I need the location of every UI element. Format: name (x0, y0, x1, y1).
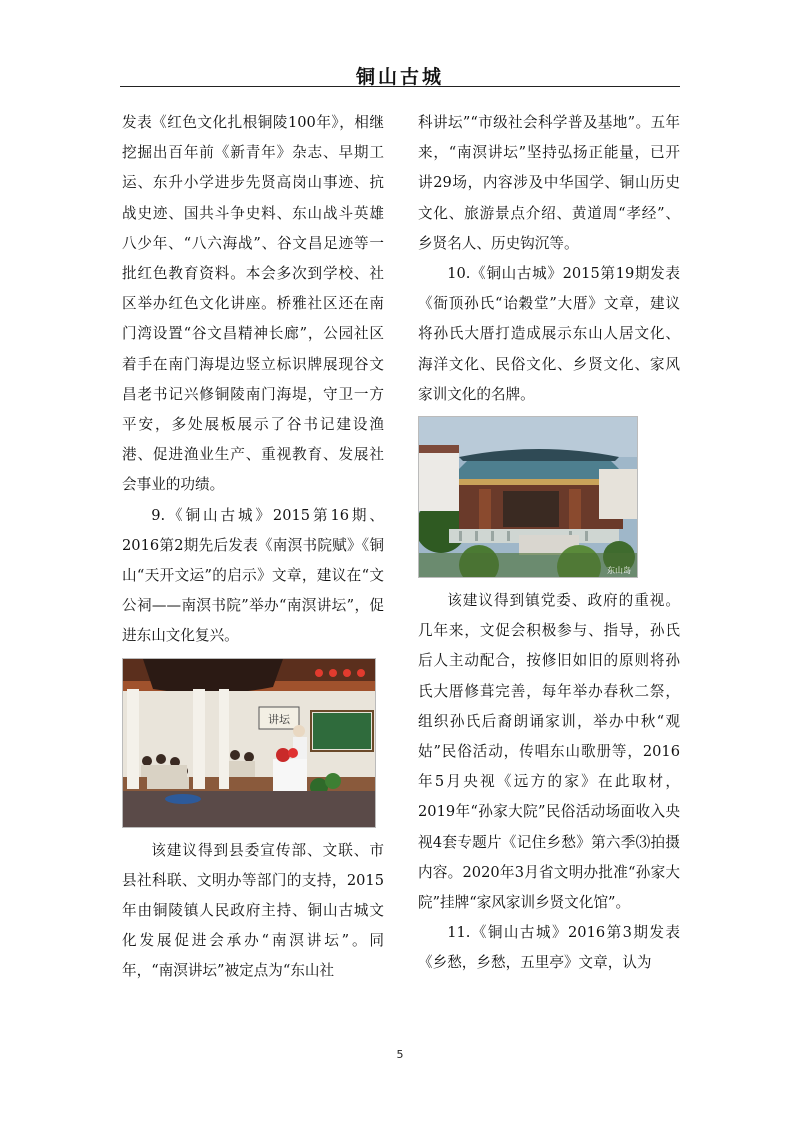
lecture-hall-photo (122, 658, 376, 828)
lecture-sign-text: 讲坛 (268, 712, 290, 726)
paragraph-item-10: 10.《铜山古城》2015第19期发表《衙顶孙氏“诒穀堂”大厝》文章，建议将孙氏大厝打造成展示东山人居文化、海洋文化、民俗文化、乡贤文化、家风家训文化的名牌。 (418, 265, 680, 403)
header-divider (120, 86, 680, 87)
paragraph-sun-house-restoration: 该建议得到镇党委、政府的重视。几年来，文促会积极参与、指导，孙氏后人主动配合，按修旧如旧的原则将孙氏大厝修葺完善，每年举办春秋二祭，组织孙氏后裔朗诵家训，举办中秋“观姑”民俗活动，传唱东山歌册等，2016年5月央视《远方的家》在此取材，2019年“孙家大院”民俗活动场面收入央视4套专题片《记住乡愁》第六季⑶拍摄内容。2020年3月省文明办批准“孙家大院”挂牌“家风家训乡贤文化馆”。 (418, 592, 680, 912)
page-number: 5 (396, 1048, 404, 1061)
paragraph-forum-continued: 科讲坛”“市级社会科学普及基地”。五年来，“南溟讲坛”坚持弘扬正能量，已开讲29场，内容涉及中华国学、铜山历史文化、旅游景点介绍、黄道周“孝经”、乡贤名人、历史钩沉等。 (418, 114, 680, 252)
paragraph-item-9: 9.《铜山古城》2015第16期、2016第2期先后发表《南溟书院赋》《铜山“天开文运”的启示》文章，建议在“文公祠——南溟书院”举办“南溟讲坛”，促进东山文化复兴。 (122, 506, 384, 645)
sun-family-house-photo (418, 416, 638, 578)
page-header-title: 铜山古城 (355, 66, 444, 88)
paragraph-red-culture: 发表《红色文化扎根铜陵100年》，相继挖掘出百年前《新青年》杂志、早期工运、东升小学进步先贤高岗山事迹、抗战史迹、国共斗争史料、东山战斗英雄八少年、“八六海战”、谷文昌足迹等一批红色教育资料。本会多次到学校、社区举办红色文化讲座。桥雅社区还在南门湾设置“谷文昌精神长廊”，公园社区着手在南门海堤边竖立标识牌展现谷文昌老书记兴修铜陵南门海堤，守卫一方平安，多处展板展示了谷书记建设渔港、促进渔业生产、重视教育、发展社会事业的功绩。 (122, 114, 384, 494)
paragraph-item-11: 11.《铜山古城》2016第3期发表《乡愁，乡愁，五里亭》文章，认为 (418, 924, 680, 972)
photo-watermark: 东山岛 (607, 566, 631, 576)
left-column (122, 108, 384, 987)
paragraph-nanming-forum: 该建议得到县委宣传部、文联、市县社科联、文明办等部门的支持，2015年由铜陵镇人民政府主持、铜山古城文化发展促进会承办“南溟讲坛”。同年，“南溟讲坛”被定点为“东山社 (122, 841, 384, 980)
right-column (418, 108, 680, 979)
